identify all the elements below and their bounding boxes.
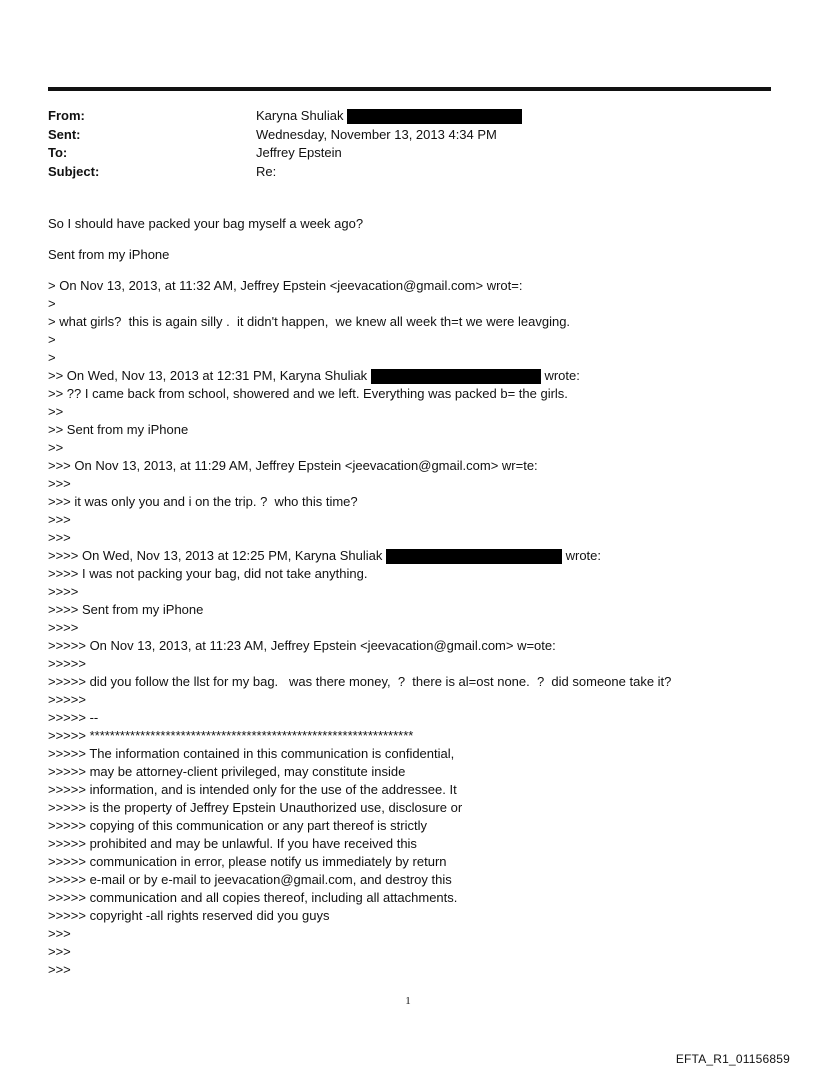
quoted-line: > On Nov 13, 2013, at 11:32 AM, Jeffrey Epstein <jeevacation@gmail.com> wrot=: [48, 278, 523, 293]
quoted-line: >>>>> information, and is intended only for the use of the addressee. It [48, 782, 457, 797]
quoted-line: >>>>> [48, 656, 86, 671]
quoted-line: > [48, 332, 56, 347]
quoted-line: >>>> I was not packing your bag, did not take anything. [48, 566, 368, 581]
quoted-line: >>>>> On Nov 13, 2013, at 11:23 AM, Jeffrey Epstein <jeevacation@gmail.com> w=ote: [48, 638, 556, 653]
from-label: From: [48, 108, 85, 123]
quoted-line: >>> [48, 530, 71, 545]
redaction-box [347, 109, 522, 124]
quoted-line: >> Sent from my iPhone [48, 422, 189, 437]
header-rule [48, 87, 771, 91]
quoted-line [48, 547, 788, 565]
quoted-line: >>> [48, 926, 71, 941]
subject-value: Re: [256, 163, 277, 179]
to-label: To: [48, 145, 68, 160]
quoted-line: >> [48, 440, 64, 455]
body-line: So I should have packed your bag myself a week ago? [48, 216, 364, 231]
bates-number: EFTA_R1_01156859 [675, 1052, 790, 1066]
quoted-line: >>>>> The information contained in this communication is confidential, [48, 746, 455, 761]
from-value: Karyna Shuliak [256, 108, 344, 123]
redaction-box [371, 369, 541, 384]
quoted-line: >>>>> copyright -all rights reserved did you guys [48, 908, 330, 923]
quoted-line: >>>>> -- [48, 710, 99, 725]
quoted-text: >> On Wed, Nov 13, 2013 at 12:31 PM, Karyna Shuliak [48, 368, 368, 383]
sent-label: Sent: [48, 126, 81, 142]
email-body [48, 215, 788, 979]
quoted-line [48, 367, 788, 385]
to-row [48, 144, 522, 163]
quoted-line: >>>>> communication and all copies thereof, including all attachments. [48, 890, 458, 905]
quoted-line: > [48, 296, 56, 311]
from-row [48, 107, 522, 126]
subject-row [48, 163, 522, 182]
quoted-text: wrote: [544, 368, 580, 383]
quoted-line: >>>> [48, 620, 79, 635]
quoted-line: >>>>> copying of this communication or any part thereof is strictly [48, 818, 427, 833]
email-header [48, 107, 522, 181]
quoted-line: >>>>> e-mail or by e-mail to jeevacation@gmail.com, and destroy this [48, 872, 452, 887]
quoted-line: >>> [48, 476, 71, 491]
quoted-line: >>> On Nov 13, 2013, at 11:29 AM, Jeffrey Epstein <jeevacation@gmail.com> wr=te: [48, 458, 538, 473]
quoted-line: >>>> Sent from my iPhone [48, 602, 204, 617]
quoted-line: >>>> [48, 584, 79, 599]
quoted-line: >>>>> did you follow the llst for my bag. was there money, ? there is al=ost none. ? did someone take it? [48, 674, 672, 689]
quoted-line: > what girls? this is again silly . it didn't happen, we knew all week th=t we were leavging. [48, 314, 571, 329]
quoted-line: >>>>> communication in error, please notify us immediately by return [48, 854, 447, 869]
quoted-line: >> [48, 404, 64, 419]
body-line: Sent from my iPhone [48, 247, 170, 262]
quoted-line: >>> [48, 962, 71, 977]
quoted-line: >>> it was only you and i on the trip. ? who this time? [48, 494, 358, 509]
sent-row [48, 126, 522, 145]
quoted-line: >>>>> is the property of Jeffrey Epstein Unauthorized use, disclosure or [48, 800, 463, 815]
redaction-box [386, 549, 562, 564]
quoted-line: >>>>> **************************************************************** [48, 728, 414, 743]
quoted-line: >> ?? I came back from school, showered and we left. Everything was packed b= the girls. [48, 386, 568, 401]
quoted-line: >>> [48, 512, 71, 527]
quoted-text: >>>> On Wed, Nov 13, 2013 at 12:25 PM, Karyna Shuliak [48, 548, 383, 563]
subject-label: Subject: [48, 163, 100, 179]
quoted-line: >>> [48, 944, 71, 959]
sent-value: Wednesday, November 13, 2013 4:34 PM [256, 126, 497, 142]
quoted-line: >>>>> prohibited and may be unlawful. If you have received this [48, 836, 417, 851]
to-value: Jeffrey Epstein [256, 145, 342, 160]
quoted-line: >>>>> may be attorney-client privileged, may constitute inside [48, 764, 406, 779]
quoted-text: wrote: [565, 548, 602, 563]
page-number: 1 [405, 995, 411, 1007]
quoted-line: >>>>> [48, 692, 86, 707]
quoted-line: > [48, 350, 56, 365]
